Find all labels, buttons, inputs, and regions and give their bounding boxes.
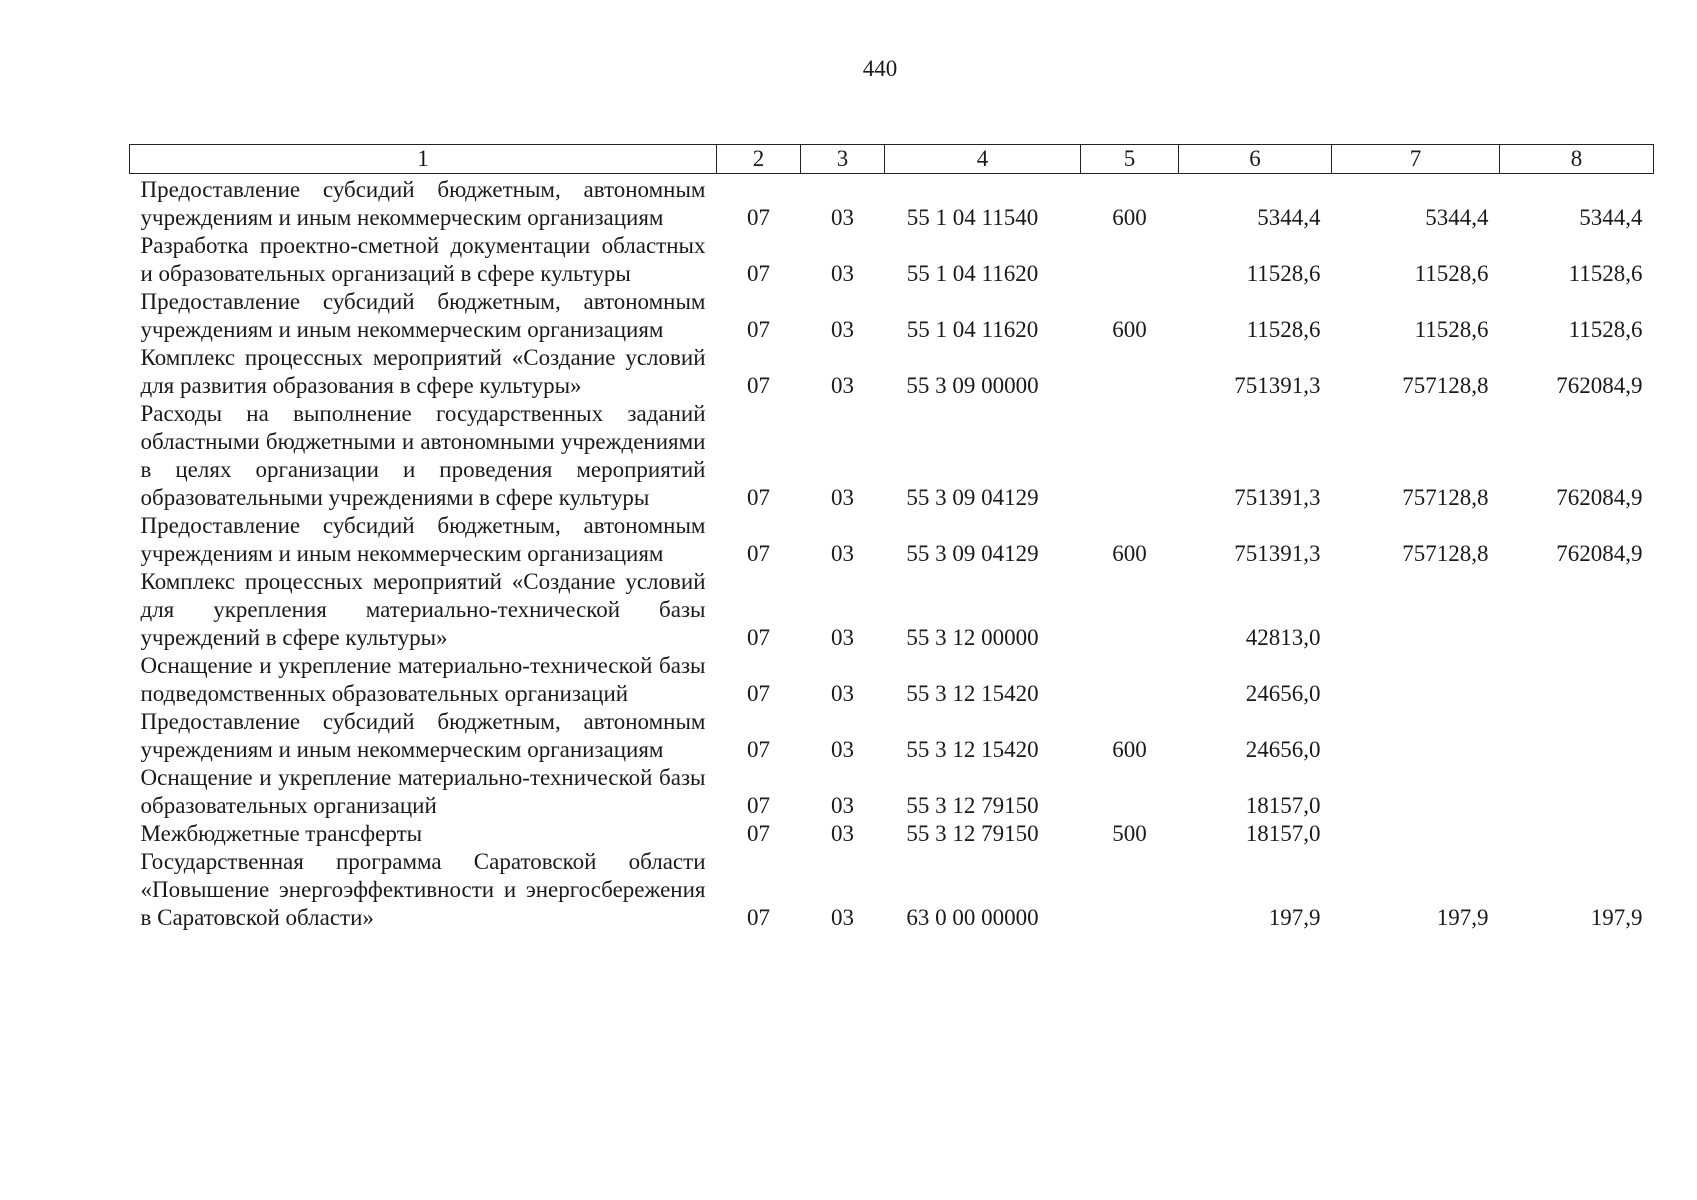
row-amount-col7: [1332, 708, 1500, 764]
row-amount-col8: 762084,9: [1556, 541, 1643, 566]
row-name: Разработка проектно-сметной документации областных и образовательных организаций в сфере культуры: [140, 233, 706, 286]
row-name: Государственная программа Саратовской области «Повышение энергоэффективности и энергосбережения в Саратовской области»: [140, 849, 706, 930]
row-amount-col8: 762084,9: [1556, 485, 1643, 510]
row-name: Предоставление субсидий бюджетным, автономным учреждениям и иным некоммерческим организациям: [140, 513, 706, 566]
row-amount-col7: [1332, 568, 1500, 652]
row-expense-type: [1081, 848, 1179, 932]
row-target-code: 55 3 09 04129: [906, 541, 1039, 566]
row-amount-col8: 11528,6: [1568, 317, 1643, 342]
row-amount-col6: 11528,6: [1246, 317, 1321, 342]
row-expense-type: [1081, 764, 1179, 820]
row-amount-col7: [1332, 652, 1500, 708]
row-amount-col6: 24656,0: [1245, 681, 1321, 706]
row-section: 07: [747, 541, 770, 566]
row-target-code: 55 1 04 11620: [906, 317, 1039, 342]
row-subsection: 03: [831, 317, 854, 342]
table-row: [130, 232, 1654, 288]
row-amount-col6: 18157,0: [1245, 793, 1321, 818]
row-target-code: 55 3 12 79150: [906, 793, 1039, 818]
row-amount-col6: 18157,0: [1245, 821, 1321, 846]
table-row: [130, 344, 1654, 400]
row-name: Предоставление субсидий бюджетным, автономным учреждениям и иным некоммерческим организациям: [140, 289, 706, 342]
header-col-5: 5: [1081, 145, 1179, 174]
row-amount-col8: [1500, 708, 1654, 764]
table-body: [130, 174, 1654, 933]
row-amount-col6: 24656,0: [1245, 737, 1321, 762]
row-target-code: 55 3 12 15420: [906, 681, 1039, 706]
row-amount-col6: 42813,0: [1245, 625, 1321, 650]
table-header: [130, 145, 1654, 174]
row-amount-col6: 751391,3: [1234, 485, 1321, 510]
row-target-code: 55 1 04 11620: [906, 261, 1039, 286]
row-name: Комплекс процессных мероприятий «Создание условий для развития образования в сфере культуры»: [140, 345, 706, 398]
table-row: [130, 708, 1654, 764]
row-expense-type: 600: [1112, 205, 1147, 230]
row-amount-col8: [1500, 820, 1654, 848]
row-section: 07: [747, 205, 770, 230]
row-expense-type: [1081, 652, 1179, 708]
row-section: 07: [747, 681, 770, 706]
header-col-3: 3: [801, 145, 885, 174]
header-col-6: 6: [1179, 145, 1332, 174]
header-col-2: 2: [717, 145, 801, 174]
row-name: Комплекс процессных мероприятий «Создание условий для укрепления материально-технической базы учреждений в сфере культуры»: [140, 569, 706, 650]
header-row: [130, 145, 1654, 174]
row-amount-col6: 5344,4: [1257, 205, 1321, 230]
row-amount-col8: [1500, 568, 1654, 652]
row-expense-type: [1081, 344, 1179, 400]
page-number: 440: [862, 56, 898, 81]
row-section: 07: [747, 793, 770, 818]
row-expense-type: [1081, 568, 1179, 652]
row-name: Расходы на выполнение государственных заданий областными бюджетными и автономными учреждениями в целях организации и проведения мероприятий образовательными учреждениями в сфере культуры: [140, 401, 706, 510]
row-expense-type: 600: [1112, 541, 1147, 566]
header-col-1: 1: [130, 145, 717, 174]
row-section: 07: [747, 821, 770, 846]
row-target-code: 55 3 09 00000: [906, 373, 1039, 398]
row-name: Предоставление субсидий бюджетным, автономным учреждениям и иным некоммерческим организациям: [140, 177, 706, 230]
row-target-code: 55 1 04 11540: [906, 205, 1039, 230]
row-section: 07: [747, 261, 770, 286]
row-expense-type: 600: [1112, 737, 1147, 762]
row-target-code: 63 0 00 00000: [906, 905, 1039, 930]
header-col-7: 7: [1332, 145, 1500, 174]
row-amount-col6: 751391,3: [1234, 541, 1321, 566]
row-subsection: 03: [831, 737, 854, 762]
row-amount-col7: 11528,6: [1414, 317, 1489, 342]
row-subsection: 03: [831, 625, 854, 650]
row-section: 07: [747, 373, 770, 398]
row-amount-col8: 762084,9: [1556, 373, 1643, 398]
row-amount-col8: [1500, 652, 1654, 708]
row-subsection: 03: [831, 793, 854, 818]
table-row: [130, 848, 1654, 932]
row-expense-type: 500: [1112, 821, 1147, 846]
row-expense-type: 600: [1112, 317, 1147, 342]
table-row: [130, 764, 1654, 820]
table-row: [130, 820, 1654, 848]
row-amount-col7: 11528,6: [1414, 261, 1489, 286]
table-row: [130, 174, 1654, 233]
row-subsection: 03: [831, 821, 854, 846]
row-amount-col7: 197,9: [1436, 905, 1489, 930]
header-col-8: 8: [1500, 145, 1654, 174]
table-row: [130, 568, 1654, 652]
table-row: [130, 288, 1654, 344]
row-section: 07: [747, 905, 770, 930]
row-amount-col7: 5344,4: [1425, 205, 1489, 230]
row-name: Межбюджетные трансферты: [140, 821, 423, 846]
table-row: [130, 512, 1654, 568]
row-amount-col7: 757128,8: [1402, 485, 1489, 510]
table-row: [130, 652, 1654, 708]
row-target-code: 55 3 12 79150: [906, 821, 1039, 846]
row-target-code: 55 3 12 15420: [906, 737, 1039, 762]
row-subsection: 03: [831, 681, 854, 706]
row-section: 07: [747, 317, 770, 342]
row-name: Оснащение и укрепление материально-технической базы образовательных организаций: [140, 765, 706, 818]
row-expense-type: [1081, 232, 1179, 288]
row-amount-col8: [1500, 764, 1654, 820]
row-subsection: 03: [831, 205, 854, 230]
row-target-code: 55 3 12 00000: [906, 625, 1039, 650]
row-amount-col6: 11528,6: [1246, 261, 1321, 286]
row-amount-col8: 197,9: [1590, 905, 1643, 930]
row-name: Оснащение и укрепление материально-технической базы подведомственных образовательных организаций: [140, 653, 706, 706]
row-subsection: 03: [831, 541, 854, 566]
row-amount-col7: 757128,8: [1402, 541, 1489, 566]
row-amount-col7: [1332, 764, 1500, 820]
budget-table: [129, 144, 1654, 932]
row-section: 07: [747, 625, 770, 650]
row-section: 07: [747, 737, 770, 762]
row-amount-col7: 757128,8: [1402, 373, 1489, 398]
row-subsection: 03: [831, 905, 854, 930]
row-amount-col8: 11528,6: [1568, 261, 1643, 286]
row-subsection: 03: [831, 485, 854, 510]
row-expense-type: [1081, 400, 1179, 512]
header-col-4: 4: [885, 145, 1081, 174]
row-name: Предоставление субсидий бюджетным, автономным учреждениям и иным некоммерческим организациям: [140, 709, 706, 762]
row-amount-col6: 197,9: [1268, 905, 1321, 930]
row-target-code: 55 3 09 04129: [906, 485, 1039, 510]
table-row: [130, 400, 1654, 512]
row-amount-col6: 751391,3: [1234, 373, 1321, 398]
row-section: 07: [747, 485, 770, 510]
row-amount-col7: [1332, 820, 1500, 848]
row-subsection: 03: [831, 261, 854, 286]
row-subsection: 03: [831, 373, 854, 398]
row-amount-col8: 5344,4: [1579, 205, 1643, 230]
